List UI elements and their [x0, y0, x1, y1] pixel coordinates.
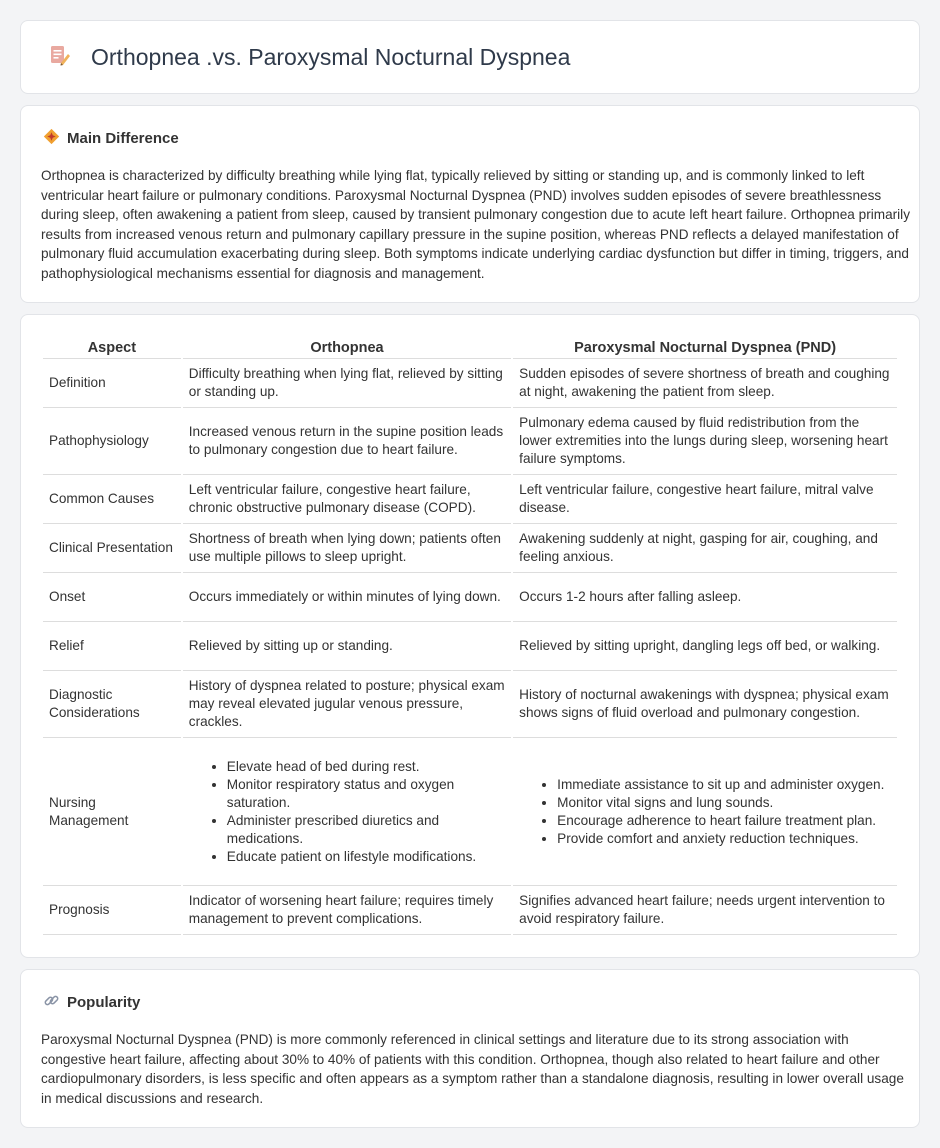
table-row: [43, 622, 897, 671]
row-pnd: History of nocturnal awakenings with dyspnea; physical exam shows signs of fluid overload and pulmonary congestion.: [513, 671, 897, 738]
row-orthopnea: History of dyspnea related to posture; physical exam may reveal elevated jugular venous pressure, crackles.: [183, 671, 511, 738]
row-pnd: Pulmonary edema caused by fluid redistribution from the lower extremities into the lungs during sleep, worsening heart failure symptoms.: [513, 408, 897, 475]
row-orthopnea: Relieved by sitting up or standing.: [183, 622, 511, 671]
row-aspect: Diagnostic Considerations: [43, 671, 181, 738]
document-pencil-icon: [47, 43, 91, 72]
row-pnd: Sudden episodes of severe shortness of breath and coughing at night, awakening the patient from sleep.: [513, 359, 897, 408]
table-row: [43, 475, 897, 524]
row-aspect: Definition: [43, 359, 181, 408]
comparison-table: [41, 335, 899, 935]
comparison-table-card: [20, 314, 920, 958]
list-item: • Encourage adherence to heart failure treatment plan.: [557, 812, 891, 830]
header-card: [20, 20, 920, 94]
row-orthopnea: Difficulty breathing when lying flat, relieved by sitting or standing up.: [183, 359, 511, 408]
row-pnd: Left ventricular failure, congestive heart failure, mitral valve disease.: [513, 475, 897, 524]
row-orthopnea: Indicator of worsening heart failure; requires timely management to prevent complications.: [183, 886, 511, 935]
list-item: • Immediate assistance to sit up and administer oxygen.: [557, 776, 891, 794]
table-row: [43, 524, 897, 573]
row-aspect: Pathophysiology: [43, 408, 181, 475]
popularity-text: Paroxysmal Nocturnal Dyspnea (PND) is more commonly referenced in clinical settings and literature due to its strong association with congestive heart failure, affecting about 30% to 40% of patients with this condition. Orthopnea, though also related to heart failure and other cardiopulmonary disorders, is less specific and often appears as a symptom rather than a standalone diagnosis, resulting in lower overall usage in medical discussions and research.: [41, 1032, 904, 1106]
table-row: [43, 359, 897, 408]
list-item: • Educate patient on lifestyle modifications.: [227, 848, 505, 866]
list-item: • Administer prescribed diuretics and medications.: [227, 812, 505, 848]
table-header-row: [43, 335, 897, 359]
row-pnd: Occurs 1-2 hours after falling asleep.: [513, 573, 897, 622]
header-orthopnea: Orthopnea: [183, 335, 511, 359]
page-title: Orthopnea .vs. Paroxysmal Nocturnal Dyspnea: [91, 43, 571, 70]
row-pnd: Relieved by sitting upright, dangling legs off bed, or walking.: [513, 622, 897, 671]
row-orthopnea: Shortness of breath when lying down; patients often use multiple pillows to sleep upright.: [183, 524, 511, 573]
table-row: [43, 573, 897, 622]
popularity-heading: [43, 992, 140, 1013]
diamond-sparkle-icon: [43, 128, 67, 149]
row-aspect: Nursing Management: [43, 738, 181, 886]
main-difference-text: Orthopnea is characterized by difficulty breathing while lying flat, typically relieved by sitting or standing up, and is commonly linked to left ventricular heart failure or pulmonary conditions. Paroxysmal Nocturnal Dyspnea (PND) involves sudden episodes of severe breathlessness during sleep, often awakening a patient from sleep, caused by transient pulmonary congestion due to acute left heart failure. Orthopnea primarily results from increased venous return and pulmonary capillary pressure in the supine position, whereas PND reflects a delayed manifestation of pulmonary fluid accumulation exacerbating during sleep. Both symptoms indicate underlying cardiac dysfunction but differ in timing, triggers, and pathophysiological mechanisms essential for diagnosis and management.: [41, 168, 910, 281]
row-aspect: Common Causes: [43, 475, 181, 524]
list-item: • Elevate head of bed during rest.: [227, 758, 505, 776]
list-item: • Monitor respiratory status and oxygen saturation.: [227, 776, 505, 812]
table-row: [43, 408, 897, 475]
main-difference-title: Main Difference: [67, 130, 179, 147]
pnd-nursing-list: [519, 776, 891, 848]
row-aspect: Relief: [43, 622, 181, 671]
table-row: [43, 671, 897, 738]
orthopnea-nursing-list: [189, 758, 505, 866]
popularity-card: [20, 969, 920, 1128]
list-item: • Provide comfort and anxiety reduction techniques.: [557, 830, 891, 848]
row-aspect: Prognosis: [43, 886, 181, 935]
row-orthopnea: Occurs immediately or within minutes of lying down.: [183, 573, 511, 622]
row-aspect: Onset: [43, 573, 181, 622]
row-pnd: Awakening suddenly at night, gasping for air, coughing, and feeling anxious.: [513, 524, 897, 573]
header-pnd: Paroxysmal Nocturnal Dyspnea (PND): [513, 335, 897, 359]
list-item: • Monitor vital signs and lung sounds.: [557, 794, 891, 812]
link-icon: [43, 992, 67, 1013]
row-pnd: Signifies advanced heart failure; needs urgent intervention to avoid respiratory failure.: [513, 886, 897, 935]
row-orthopnea: [183, 738, 511, 886]
table-row-nursing: [43, 738, 897, 886]
row-orthopnea: Increased venous return in the supine position leads to pulmonary congestion due to heart failure.: [183, 408, 511, 475]
row-orthopnea: Left ventricular failure, congestive heart failure, chronic obstructive pulmonary disease (COPD).: [183, 475, 511, 524]
table-row: [43, 886, 897, 935]
row-aspect: Clinical Presentation: [43, 524, 181, 573]
main-difference-card: [20, 105, 920, 303]
row-pnd: [513, 738, 897, 886]
header-aspect: Aspect: [43, 335, 181, 359]
main-difference-heading: [43, 128, 179, 149]
popularity-title: Popularity: [67, 994, 141, 1011]
